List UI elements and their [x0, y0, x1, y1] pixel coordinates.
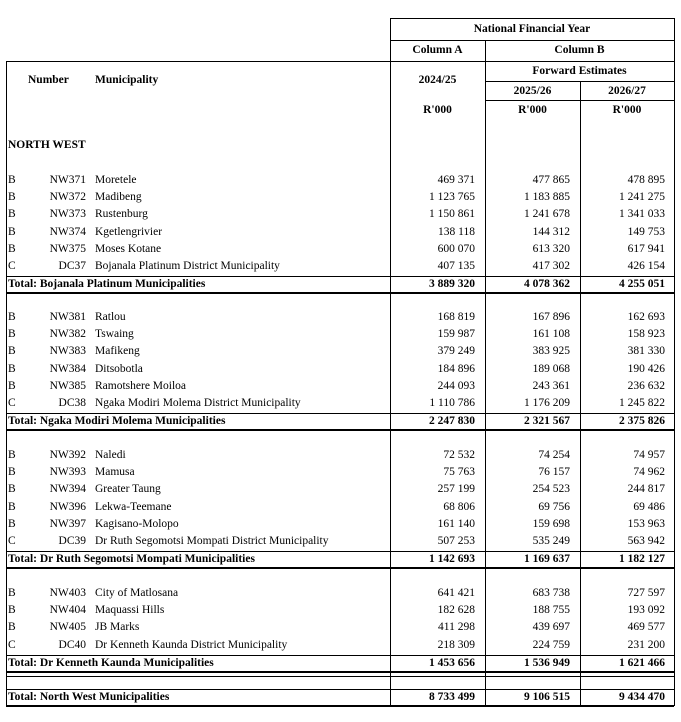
category-cell: C — [8, 535, 16, 547]
year-b1-header: 2025/26 — [513, 85, 552, 97]
municipality-code: DC40 — [58, 638, 86, 651]
amount-2025-26: 383 925 — [532, 345, 570, 358]
total-bottom-rule — [6, 671, 674, 673]
category-cell: B — [8, 345, 16, 358]
grand-total-top-rule — [6, 689, 674, 690]
year-b2-header: 2026/27 — [608, 85, 646, 97]
left-border — [6, 61, 7, 706]
category-cell: B — [8, 174, 16, 186]
amount-2026-27: 158 923 — [627, 328, 665, 341]
national-financial-year-header: National Financial Year — [473, 23, 591, 35]
municipality-code: NW404 — [49, 604, 86, 617]
municipality-code: NW385 — [49, 379, 86, 392]
amount-2026-27: 74 957 — [633, 449, 665, 461]
unit-b2-header: R'000 — [612, 104, 642, 116]
total-2026-27: 1 182 127 — [619, 553, 665, 566]
amount-2025-26: 417 302 — [532, 260, 570, 272]
municipality-name: Ditsobotla — [95, 362, 143, 375]
municipality-name: City of Matlosana — [95, 587, 179, 599]
total-bottom-rule — [6, 429, 674, 431]
amount-2025-26: 189 068 — [532, 362, 570, 375]
amount-2024-25: 161 140 — [437, 517, 475, 530]
grand-total-2026-27: 9 434 470 — [619, 691, 665, 703]
amount-2026-27: 563 942 — [627, 535, 665, 547]
municipality-name: Greater Taung — [95, 483, 161, 496]
municipality-name: Maquassi Hills — [95, 604, 165, 617]
amount-2025-26: 69 756 — [538, 500, 570, 513]
amount-2025-26: 159 698 — [532, 517, 570, 530]
category-cell: B — [8, 500, 16, 513]
category-cell: B — [8, 379, 16, 392]
column-a-border — [390, 18, 391, 706]
amount-2024-25: 469 371 — [437, 174, 475, 186]
amount-2026-27: 1 341 033 — [619, 208, 665, 221]
municipality-name: Bojanala Platinum District Municipality — [95, 260, 280, 272]
amount-2026-27: 381 330 — [627, 345, 665, 358]
table-bottom-rule — [6, 705, 674, 707]
amount-2024-25: 507 253 — [437, 535, 475, 547]
total-2024-25: 2 247 830 — [429, 415, 475, 428]
municipality-name: Ngaka Modiri Molema District Municipality — [95, 397, 301, 409]
total-top-rule — [6, 276, 674, 277]
total-2024-25: 1 453 656 — [429, 656, 475, 669]
amount-2026-27: 236 632 — [627, 379, 665, 392]
amount-2026-27: 149 753 — [627, 225, 665, 238]
municipality-code: NW396 — [49, 500, 86, 513]
municipality-code: NW384 — [49, 362, 86, 375]
amount-2026-27: 1 241 275 — [619, 191, 665, 204]
amount-2025-26: 161 108 — [532, 328, 570, 341]
total-2025-26: 1 536 949 — [524, 656, 570, 669]
total-2026-27: 1 621 466 — [619, 656, 665, 669]
amount-2024-25: 407 135 — [437, 260, 475, 272]
total-top-rule — [6, 413, 674, 414]
amount-2025-26: 535 249 — [532, 535, 570, 547]
grand-total-2025-26: 9 106 515 — [524, 691, 570, 703]
municipality-name: Madibeng — [95, 191, 142, 204]
amount-2024-25: 1 110 786 — [429, 397, 475, 409]
municipality-code: NW372 — [49, 191, 86, 204]
municipality-name: Rustenburg — [95, 208, 148, 221]
total-2025-26: 4 078 362 — [524, 278, 570, 291]
amount-2025-26: 1 241 678 — [524, 208, 570, 221]
amount-2025-26: 613 320 — [532, 242, 570, 255]
amount-2024-25: 411 298 — [438, 621, 475, 634]
amount-2025-26: 167 896 — [532, 311, 570, 323]
municipality-code: NW394 — [49, 483, 86, 496]
municipality-code: DC38 — [58, 397, 86, 409]
category-cell: C — [8, 260, 16, 272]
amount-2024-25: 72 532 — [443, 449, 475, 461]
amount-2026-27: 727 597 — [627, 587, 665, 599]
category-cell: B — [8, 517, 16, 530]
amount-2024-25: 600 070 — [437, 242, 475, 255]
municipality-name: Tswaing — [95, 328, 134, 341]
category-cell: B — [8, 362, 16, 375]
municipality-name: Naledi — [95, 449, 126, 461]
municipality-code: NW371 — [49, 174, 86, 186]
amount-2025-26: 76 157 — [538, 466, 570, 479]
category-cell: B — [8, 242, 16, 255]
total-2026-27: 2 375 826 — [619, 415, 665, 428]
category-cell: C — [8, 397, 16, 409]
table-top-rule — [6, 61, 674, 62]
category-cell: B — [8, 225, 16, 238]
amount-2025-26: 224 759 — [532, 638, 570, 651]
amount-2024-25: 1 123 765 — [429, 191, 475, 204]
total-bottom-rule — [6, 292, 674, 294]
amount-2026-27: 193 092 — [627, 604, 665, 617]
grand-total-upper-rule — [6, 676, 674, 677]
amount-2026-27: 153 963 — [627, 517, 665, 530]
district-total-label: Total: Bojanala Platinum Municipalities — [8, 278, 206, 291]
amount-2025-26: 188 755 — [532, 604, 570, 617]
amount-2025-26: 683 738 — [532, 587, 570, 599]
municipality-name: Moretele — [95, 174, 137, 186]
municipality-name: Dr Kenneth Kaunda District Municipality — [95, 638, 288, 651]
municipality-code: NW403 — [49, 587, 86, 599]
amount-2024-25: 379 249 — [437, 345, 475, 358]
amount-2026-27: 469 577 — [627, 621, 665, 634]
amount-2026-27: 1 245 822 — [619, 397, 665, 409]
municipality-name: Ramotshere Moiloa — [95, 379, 187, 392]
amount-2024-25: 159 987 — [437, 328, 475, 341]
amount-2024-25: 182 628 — [437, 604, 475, 617]
category-cell: C — [8, 638, 16, 651]
amount-2026-27: 617 941 — [627, 242, 665, 255]
amount-2026-27: 244 817 — [627, 483, 665, 496]
column-a-header: Column A — [412, 44, 463, 56]
municipality-name: Dr Ruth Segomotsi Mompati District Municipality — [95, 535, 329, 547]
total-bottom-rule — [6, 567, 674, 569]
amount-2024-25: 184 896 — [437, 362, 475, 375]
amount-2024-25: 1 150 861 — [429, 208, 475, 221]
municipality-name: JB Marks — [95, 621, 140, 634]
category-cell: B — [8, 621, 16, 634]
total-2025-26: 2 321 567 — [524, 415, 570, 428]
total-top-rule — [6, 551, 674, 552]
header-rule — [390, 40, 674, 41]
municipality-header: Municipality — [95, 74, 159, 86]
municipality-name: Ratlou — [95, 311, 126, 323]
amount-2024-25: 168 819 — [437, 311, 475, 323]
amount-2024-25: 68 806 — [443, 500, 475, 513]
municipality-code: NW381 — [49, 311, 86, 323]
amount-2026-27: 231 200 — [627, 638, 665, 651]
district-total-label: Total: Dr Kenneth Kaunda Municipalities — [8, 656, 214, 669]
amount-2025-26: 1 176 209 — [524, 397, 570, 409]
municipality-code: NW382 — [49, 328, 86, 341]
header-top-rule — [390, 18, 674, 19]
category-cell: B — [8, 483, 16, 496]
municipality-code: NW393 — [49, 466, 86, 479]
municipality-code: NW405 — [49, 621, 86, 634]
total-top-rule — [6, 655, 674, 656]
amount-2026-27: 426 154 — [627, 260, 665, 272]
amount-2024-25: 244 093 — [437, 379, 475, 392]
amount-2025-26: 74 254 — [538, 449, 570, 461]
municipality-name: Moses Kotane — [95, 242, 162, 255]
category-cell: B — [8, 191, 16, 204]
forward-estimates-header: Forward Estimates — [532, 65, 627, 77]
category-cell: B — [8, 587, 16, 599]
total-2025-26: 1 169 637 — [524, 553, 570, 566]
district-total-label: Total: Dr Ruth Segomotsi Mompati Municipalities — [8, 553, 255, 566]
amount-2026-27: 190 426 — [627, 362, 665, 375]
unit-a-header: R'000 — [423, 104, 452, 116]
amount-2026-27: 69 486 — [633, 500, 665, 513]
amount-2024-25: 218 309 — [437, 638, 475, 651]
amount-2025-26: 477 865 — [532, 174, 570, 186]
total-2024-25: 1 142 693 — [429, 553, 475, 566]
amount-2025-26: 1 183 885 — [524, 191, 570, 204]
amount-2024-25: 75 763 — [443, 466, 475, 479]
amount-2024-25: 257 199 — [437, 483, 475, 496]
amount-2026-27: 74 962 — [633, 466, 665, 479]
category-cell: B — [8, 604, 16, 617]
amount-2025-26: 243 361 — [532, 379, 570, 392]
municipality-name: Lekwa-Teemane — [95, 500, 172, 513]
district-total-label: Total: Ngaka Modiri Molema Municipalities — [8, 415, 226, 428]
municipality-code: NW392 — [49, 449, 86, 461]
amount-2024-25: 641 421 — [437, 587, 475, 599]
right-border — [674, 18, 675, 706]
category-cell: B — [8, 328, 16, 341]
column-b-header: Column B — [554, 44, 605, 56]
amount-2026-27: 162 693 — [627, 311, 665, 323]
column-b1-border — [485, 40, 486, 706]
grand-total-label: Total: North West Municipalities — [8, 691, 170, 703]
column-b2-border — [580, 81, 581, 706]
amount-2026-27: 478 895 — [627, 174, 665, 186]
municipality-name: Kgetlengrivier — [95, 225, 163, 238]
province-heading: NORTH WEST — [8, 139, 86, 151]
municipality-code: DC37 — [58, 260, 86, 272]
amount-2024-25: 138 118 — [438, 225, 475, 238]
year-a-header: 2024/25 — [418, 74, 457, 86]
total-2026-27: 4 255 051 — [619, 278, 665, 291]
municipality-code: DC39 — [58, 535, 86, 547]
category-cell: B — [8, 208, 16, 221]
total-2024-25: 3 889 320 — [429, 278, 475, 291]
municipality-name: Kagisano-Molopo — [95, 517, 179, 530]
grand-total-2024-25: 8 733 499 — [429, 691, 475, 703]
category-cell: B — [8, 449, 16, 461]
municipality-name: Mamusa — [95, 466, 135, 479]
municipality-code: NW374 — [49, 225, 86, 238]
municipality-code: NW375 — [49, 242, 86, 255]
municipality-code: NW383 — [49, 345, 86, 358]
municipality-code: NW373 — [49, 208, 86, 221]
category-cell: B — [8, 466, 16, 479]
category-cell: B — [8, 311, 16, 323]
municipality-name: Mafikeng — [95, 345, 140, 358]
amount-2025-26: 144 312 — [532, 225, 570, 238]
unit-b1-header: R'000 — [518, 104, 547, 116]
amount-2025-26: 254 523 — [532, 483, 570, 496]
number-header: Number — [28, 74, 69, 86]
amount-2025-26: 439 697 — [532, 621, 570, 634]
municipality-code: NW397 — [49, 517, 86, 530]
